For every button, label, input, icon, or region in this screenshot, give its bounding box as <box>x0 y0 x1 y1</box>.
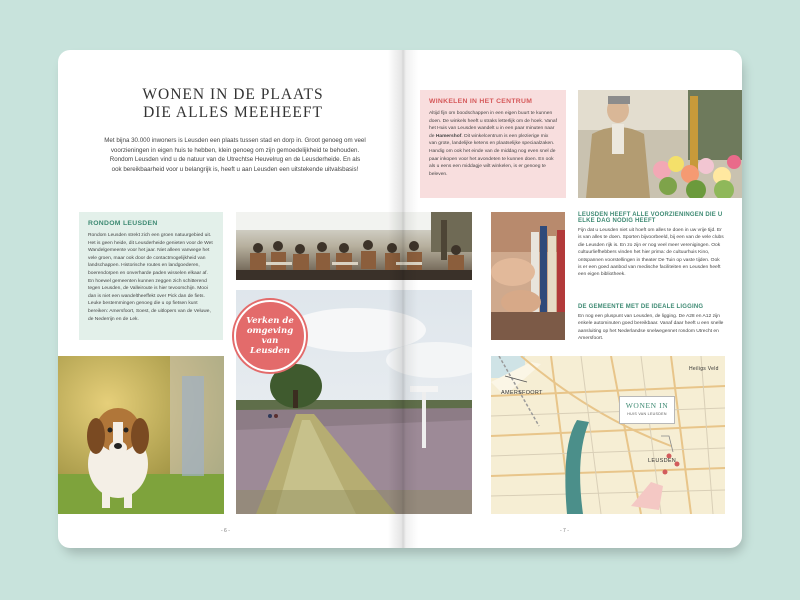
location-map <box>491 356 725 514</box>
brochure-spread <box>58 50 742 548</box>
voorzieningen-heading: LEUSDEN HEEFT ALLE VOORZIENINGEN DIE U ELKE DAG NODIG HEEFT <box>578 212 723 224</box>
terrace-photo <box>236 212 472 280</box>
beagle-photo <box>58 356 224 514</box>
winkelen-heading: WINKELEN IN HET CENTRUM <box>429 98 533 105</box>
library-books-photo <box>491 212 565 340</box>
map-callout <box>619 396 675 424</box>
flower-shop-photo <box>578 90 742 198</box>
map-label-amersfoort: AMERSFOORT <box>501 390 543 396</box>
voorzieningen-text: Fijn dat u Leusden niet uit hoeft om alles te doen in uw vrije tijd. Er is van alles te doen. Sporten bijvoorbeeld, bij een van de vele clubs die Leusden rijk is. En zo zijn er nog veel meer verenigingen. Ook cultuurliefhebbers vinden het hier prima: de cultuurhuis Kino, ontspannen voorstellingen in theater De Tuin op vaste tijden. Ook is er een goed aanbod van medische faciliteiten en Leusden heeft een eigen bibliotheek. <box>578 228 724 278</box>
map-label-heiligs-veld: Heiligs Veld <box>689 366 719 372</box>
map-label-leusden: LEUSDEN <box>648 458 677 464</box>
winkelen-box <box>420 90 566 198</box>
rondom-leusden-box <box>79 212 223 340</box>
ligging-section <box>578 304 724 343</box>
rondom-leusden-heading: RONDOM LEUSDEN <box>88 220 158 227</box>
page-number-right: - 7 - <box>560 528 569 534</box>
map-callout-title: WONEN IN <box>625 401 669 410</box>
winkelen-text <box>429 110 557 178</box>
ligging-heading: DE GEMEENTE MET DE IDEALE LIGGING <box>578 304 704 310</box>
title-line-1: WONEN IN DE PLAATS <box>142 86 324 103</box>
title-line-2: DIE ALLES MEEHEEFT <box>143 104 323 121</box>
page-title <box>128 86 338 122</box>
explore-badge-text: Verken de omgeving van Leusden <box>246 316 294 356</box>
explore-badge <box>234 300 306 372</box>
voorzieningen-section <box>578 212 724 279</box>
ligging-text: En nog een pluspunt van Leusden, de ligging. De A28 en A12 zijn enkele autominuten goed bereikbaar. Vanaf daar heeft u een snelle aansluiting op het Nederlandse snelwegennet rondom Utrecht en Amersfoort. <box>578 314 724 342</box>
winkelen-text-part2: . Dit winkelcentrum is een plezierige mix van grote, landelijke ketens en plaatselijke speciaalzaken. Handig om ook het einde van de middag nog even snel de paar inkopen voor het avondeten te kunnen doen. En ook als u eens een middagje wilt winkelen, is er genoeg te beleven. <box>429 133 556 177</box>
rondom-leusden-text: Rondom Leusden strekt zich een groen natuurgebied uit. Het is geen heide, dit Leusderheide genieten voor de Wet Wandelgemeente voor het jaar. Niet alleen vanwege het vele groen, maar ook door de contactmogelijkheid van landschappen. Historische routes en landgoederen, boerendorpen en onverharde paden wisselen elkaar af. En hoewel gemeenten kunnen zeggen zich schitterend tegen Leusden, de Valleiroute is hier tevoorschijn. Mooi dan is niet een wandeltheeffekt over Pick dan de fiets. Leuke bestemmingen genoeg die u op fietsen kunt bereiken: Amersfoort, Soest, de uitlopers van de Veluwe, de Nederrijn en de Lek. <box>88 233 213 322</box>
intro-text: Met bijna 30.000 inwoners is Leusden een plaats tussen stad en dorp in. Groot genoeg om veel voorzieningen in eigen huis te hebben, klein genoeg om zijn gemoedelijkheid te behouden. Rondom Leusden vind u de natuur van de Utrechtse Heuvelrug en de Leusderheide. En als ook bereikbaarheid voor u belangrijk is, heeft u aan Leusden een uitstekende uitvalsbasis! <box>104 137 366 173</box>
page-number-left: - 6 - <box>221 528 230 534</box>
map-callout-sub: HUIS VAN LEUSDEN <box>627 412 667 416</box>
winkelen-text-bold: Hamershof <box>435 133 462 139</box>
winkelen-text-part1: Altijd fijn om boodschappen in een eigen buurt te kunnen doen. De winkels heeft u straks letterlijk om de hoek. Vanaf het Huis van Leusden wandelt u in een paar minuten naar de <box>429 111 557 139</box>
